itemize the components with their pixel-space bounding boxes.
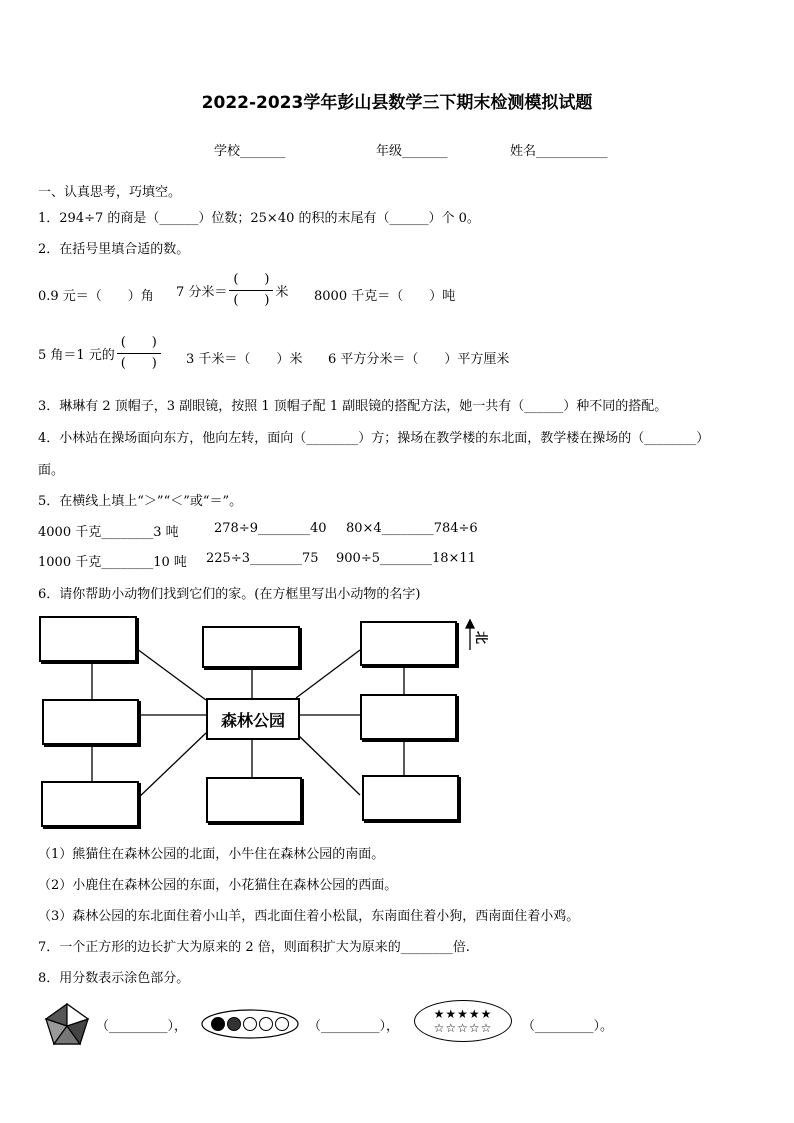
- q2-row2-b: 3 千米＝（ ）米: [186, 352, 303, 367]
- q5-row1-item: 278÷9________40: [214, 521, 327, 536]
- map-box-northwest[interactable]: [39, 616, 137, 662]
- question-4-line2: 面。: [38, 463, 65, 478]
- q2-row2-a-pre: 5 角＝1 元的: [38, 348, 115, 363]
- filled-stars-row: ★★★★★: [433, 1007, 493, 1021]
- map-box-north[interactable]: [202, 626, 300, 668]
- question-6-1: （1）熊猫住在森林公园的北面，小牛住在森林公园的南面。: [38, 847, 385, 862]
- map-box-southwest[interactable]: [41, 781, 139, 827]
- map-center-forest-park: 森林公园: [206, 698, 300, 740]
- q2-row2-c: 6 平方分米＝（ ）平方厘米: [328, 352, 510, 367]
- q2-row1-c: 8000 千克＝（ ）吨: [314, 289, 456, 304]
- section-heading: 一、认真思考，巧填空。: [38, 185, 182, 200]
- name-field[interactable]: 姓名___________: [510, 144, 608, 159]
- map-box-east[interactable]: [360, 694, 457, 740]
- pentagon-figure: [44, 1002, 90, 1046]
- stars-figure: [414, 1000, 512, 1042]
- circles-figure: [200, 1008, 300, 1040]
- question-7: 7．一个正方形的边长扩大为原来的 2 倍，则面积扩大为原来的________倍.: [38, 940, 470, 955]
- question-4-line1: 4．小林站在操场面向东方，他向左转，面向（________）方；操场在教学楼的东北面，教学楼在操场的（________）: [38, 431, 710, 446]
- q8-answer-3[interactable]: （_________）。: [522, 1019, 614, 1034]
- q5-row1-item: 4000 千克________3 吨: [38, 525, 179, 540]
- school-field[interactable]: 学校_______: [214, 144, 286, 159]
- question-3: 3．琳琳有 2 顶帽子，3 副眼镜，按照 1 顶帽子配 1 副眼镜的搭配方法，她一共有（______）种不同的搭配。: [38, 399, 668, 414]
- question-6-2: （2）小鹿住在森林公园的东面，小花猫住在森林公园的西面。: [38, 878, 398, 893]
- map-box-northeast[interactable]: [360, 621, 457, 666]
- q5-row2-item: 900÷5________18×11: [336, 551, 476, 566]
- fraction-denominator[interactable]: ( ): [233, 293, 270, 308]
- question-5: 5．在横线上填上“＞”“＜”或“＝”。: [38, 494, 243, 509]
- map-box-west[interactable]: [42, 699, 139, 745]
- question-6-3: （3）森林公园的东北面住着小山羊，西北面住着小松鼠，东南面住着小狗，西南面住着小鸡。: [38, 909, 580, 924]
- north-label: 北: [473, 630, 489, 645]
- q2-row1-b-post: 米: [275, 285, 289, 300]
- q5-row2-item: 225÷3________75: [206, 551, 319, 566]
- page-title: 2022-2023学年彭山县数学三下期末检测模拟试题: [201, 93, 593, 113]
- question-6: 6．请你帮助小动物们找到它们的家。(在方框里写出小动物的名字): [38, 587, 421, 602]
- map-box-south[interactable]: [206, 777, 302, 823]
- q5-row1-item: 80×4________784÷6: [346, 521, 478, 536]
- empty-stars-row: ☆☆☆☆☆: [433, 1021, 493, 1035]
- fraction-numerator[interactable]: ( ): [120, 335, 157, 350]
- q5-row2-item: 1000 千克________10 吨: [38, 555, 187, 570]
- q2-row1-a: 0.9 元＝（ ）角: [38, 289, 154, 304]
- grade-field[interactable]: 年级_______: [376, 144, 448, 159]
- question-8: 8．用分数表示涂色部分。: [38, 971, 190, 986]
- map-box-southeast[interactable]: [362, 775, 459, 821]
- fraction-denominator[interactable]: ( ): [120, 356, 157, 371]
- question-2: 2．在括号里填合适的数。: [38, 242, 190, 257]
- q8-answer-2[interactable]: （_________），: [308, 1019, 400, 1034]
- q2-row1-b-pre: 7 分米＝: [176, 285, 228, 300]
- fraction-numerator[interactable]: ( ): [233, 272, 270, 287]
- q8-answer-1[interactable]: （_________），: [96, 1019, 188, 1034]
- question-1: 1．294÷7 的商是（______）位数；25×40 的积的末尾有（______）个 0。: [38, 211, 480, 226]
